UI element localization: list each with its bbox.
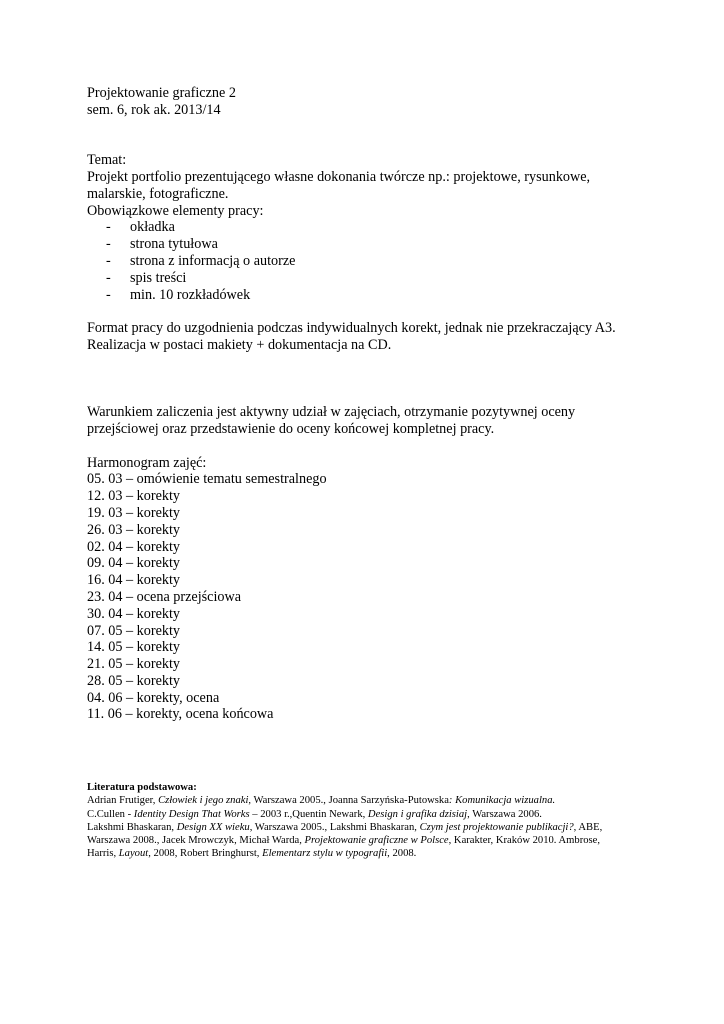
schedule-entry: 02. 04 – korekty <box>87 538 180 555</box>
format-line-2: Realizacja w postaci makiety + dokumentacja na CD. <box>87 336 392 353</box>
list-item-text: okładka <box>130 219 175 236</box>
topic-line-2: malarskie, fotograficzne. <box>87 185 229 202</box>
literature-line-5: Harris, Layout, 2008, Robert Bringhurst, Elementarz stylu w typografii, 2008. <box>87 848 417 860</box>
schedule-entry: 26. 03 – korekty <box>87 521 180 538</box>
literature-line-4: Warszawa 2008., Jacek Mrowczyk, Michał Warda, Projektowanie graficzne w Polsce, Karakter, Kraków 2010. Ambrose, <box>87 835 601 847</box>
list-item <box>87 236 647 253</box>
schedule-entry: 21. 05 – korekty <box>87 656 180 673</box>
schedule-entry: 09. 04 – korekty <box>87 555 180 572</box>
bullet-dash: - <box>106 252 111 269</box>
literature-line-1: Adrian Frutiger, Człowiek i jego znaki, Warszawa 2005., Joanna Sarzyńska-Putowska: Komunikacja wizualna. <box>87 795 556 807</box>
topic-label: Temat: <box>87 152 127 169</box>
schedule-list <box>87 471 647 723</box>
course-title: Projektowanie graficzne 2 <box>87 85 236 101</box>
main-content <box>87 85 647 723</box>
required-elements-list <box>87 219 647 303</box>
schedule-entry: 12. 03 – korekty <box>87 488 180 505</box>
topic-line-1: Projekt portfolio prezentującego własne dokonania twórcze np.: projektowe, rysunkowe, <box>87 168 591 185</box>
schedule-entry: 30. 04 – korekty <box>87 605 180 622</box>
list-item <box>87 287 647 304</box>
schedule-entry: 28. 05 – korekty <box>87 672 180 689</box>
bullet-dash: - <box>106 219 111 236</box>
schedule-entry: 07. 05 – korekty <box>87 622 180 639</box>
list-item-text: min. 10 rozkładówek <box>130 286 251 303</box>
schedule-entry: 11. 06 – korekty, ocena końcowa <box>87 706 274 723</box>
list-item <box>87 270 647 287</box>
schedule-entry: 05. 03 – omówienie tematu semestralnego <box>87 471 327 488</box>
required-elements-label: Obowiązkowe elementy pracy: <box>87 202 264 219</box>
format-line-1: Format pracy do uzgodnienia podczas indywidualnych korekt, jednak nie przekraczający A3. <box>87 320 616 337</box>
bullet-dash: - <box>106 236 111 253</box>
list-item <box>87 219 647 236</box>
literature-heading: Literatura podstawowa: <box>87 782 197 793</box>
schedule-entry: 04. 06 – korekty, ocena <box>87 689 220 706</box>
list-item <box>87 253 647 270</box>
list-item-text: strona z informacją o autorze <box>130 252 296 269</box>
list-item-text: strona tytułowa <box>130 236 218 253</box>
literature-line-3: Lakshmi Bhaskaran, Design XX wieku, Warszawa 2005., Lakshmi Bhaskaran, Czym jest projektowanie publikacji?, ABE, <box>87 821 603 833</box>
schedule-entry: 14. 05 – korekty <box>87 639 180 656</box>
literature-line-2: C.Cullen - Identity Design That Works – 2003 r.,Quentin Newark, Design i grafika dzisiaj, Warszawa 2006. <box>87 808 542 820</box>
schedule-entry: 19. 03 – korekty <box>87 504 180 521</box>
literature-section <box>87 781 632 861</box>
list-item-text: spis treści <box>130 269 187 286</box>
schedule-label: Harmonogram zajęć: <box>87 454 207 471</box>
conditions-line-2: przejściowej oraz przedstawienie do oceny końcowej kompletnej pracy. <box>87 420 495 437</box>
bullet-dash: - <box>106 269 111 286</box>
semester-info: sem. 6, rok ak. 2013/14 <box>87 101 221 118</box>
bullet-dash: - <box>106 286 111 303</box>
schedule-entry: 23. 04 – ocena przejściowa <box>87 588 242 605</box>
schedule-entry: 16. 04 – korekty <box>87 572 180 589</box>
conditions-line-1: Warunkiem zaliczenia jest aktywny udział w zajęciach, otrzymanie pozytywnej oceny <box>87 404 576 421</box>
